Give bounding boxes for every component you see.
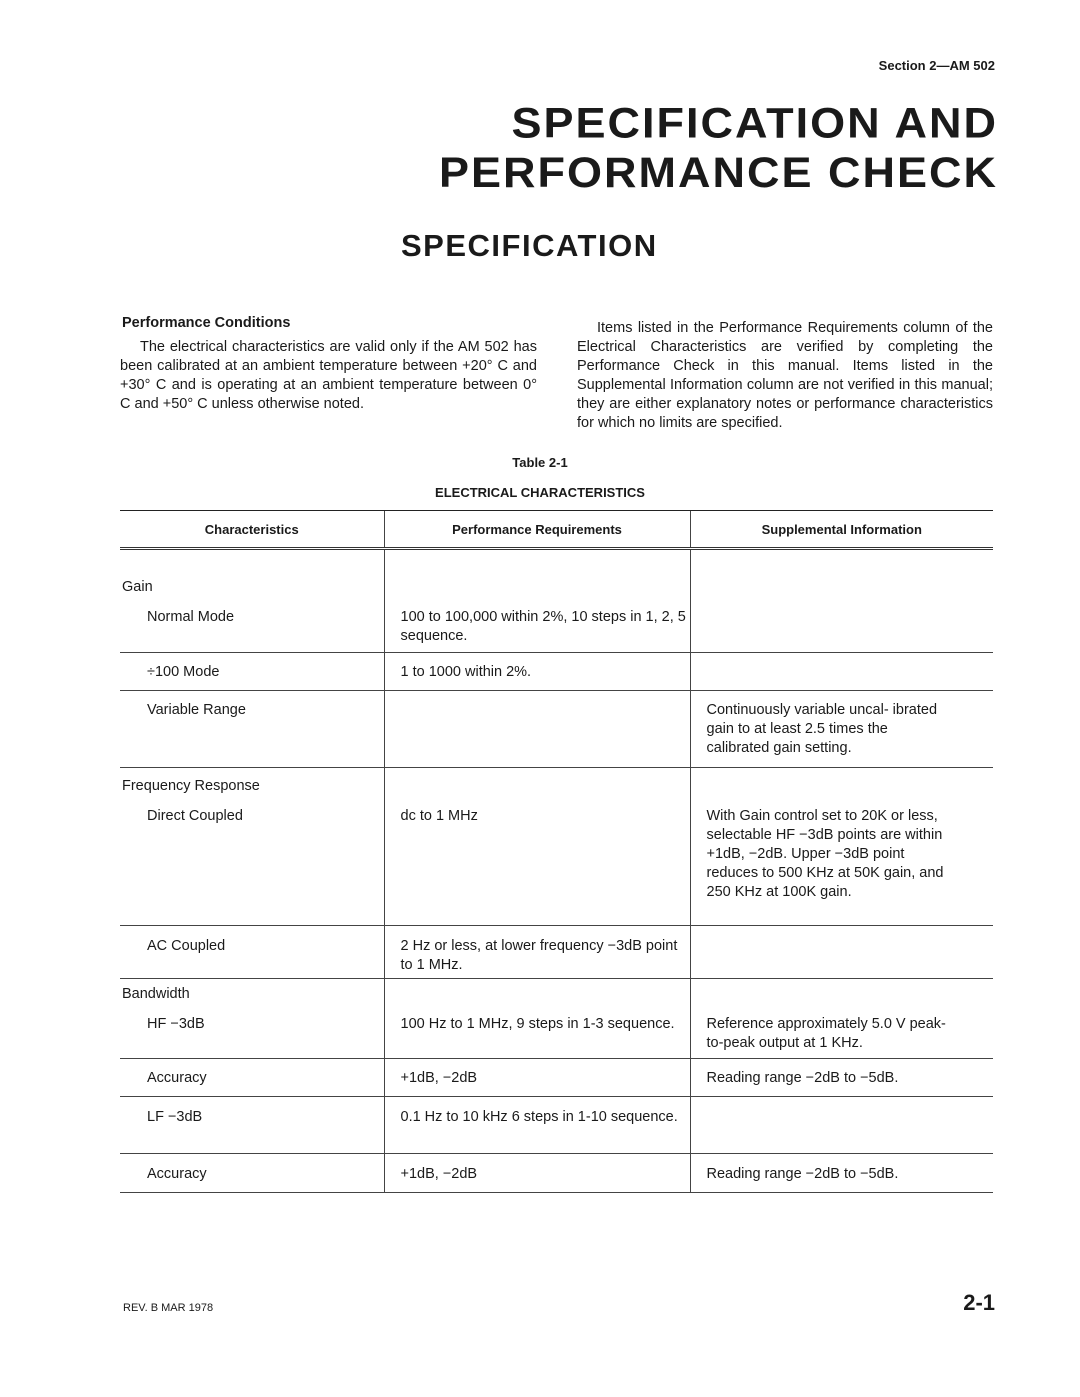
- characteristic-cell: [120, 653, 384, 691]
- table-row: [120, 549, 993, 653]
- title-line-2: PERFORMANCE CHECK: [438, 148, 998, 197]
- title-line-1: SPECIFICATION AND: [511, 98, 998, 148]
- performance-cell: 1 to 1000 within 2%.: [384, 653, 690, 691]
- characteristic-label: Variable Range: [147, 702, 246, 718]
- supplemental-cell: Reference approximately 5.0 V peak-to-peak output at 1 KHz.: [690, 979, 993, 1059]
- electrical-characteristics-table: [120, 510, 993, 1193]
- supplemental-cell: [690, 653, 993, 691]
- characteristic-cell: [120, 979, 384, 1059]
- characteristic-label: ÷100 Mode: [147, 664, 220, 680]
- characteristic-label: Accuracy: [147, 1070, 207, 1086]
- table-row: [120, 1154, 993, 1193]
- performance-cell: 100 Hz to 1 MHz, 9 steps in 1-3 sequence.: [384, 979, 690, 1059]
- group-label: Frequency Response: [122, 778, 260, 794]
- group-label: Gain: [122, 579, 153, 595]
- revision-label: REV. B MAR 1978: [123, 1302, 214, 1314]
- performance-cell: +1dB, −2dB: [384, 1154, 690, 1193]
- characteristic-label: AC Coupled: [147, 938, 226, 954]
- table-row: [120, 768, 993, 926]
- page-number: 2-1: [963, 1290, 995, 1315]
- table-row: [120, 691, 993, 768]
- table-row: [120, 1097, 993, 1154]
- table-number: Table 2-1: [512, 455, 568, 470]
- characteristic-label: HF −3dB: [147, 1016, 205, 1032]
- characteristic-label: Direct Coupled: [147, 808, 243, 824]
- performance-cell: +1dB, −2dB: [384, 1059, 690, 1097]
- supplemental-cell: [690, 926, 993, 979]
- performance-cell: 0.1 Hz to 10 kHz 6 steps in 1-10 sequence.: [384, 1097, 690, 1154]
- characteristic-label: Normal Mode: [147, 609, 235, 625]
- characteristic-label: LF −3dB: [147, 1109, 203, 1125]
- supplemental-cell: [690, 1097, 993, 1154]
- group-label: Bandwidth: [122, 986, 190, 1002]
- performance-cell: dc to 1 MHz: [384, 768, 690, 926]
- table-row: [120, 979, 993, 1059]
- section-label: Section 2—AM 502: [878, 58, 995, 73]
- characteristic-cell: [120, 549, 384, 653]
- page-title: [439, 99, 998, 198]
- performance-cell: [384, 691, 690, 768]
- characteristic-label: Accuracy: [147, 1166, 207, 1182]
- supplemental-cell: With Gain control set to 20K or less, selectable HF −3dB points are within +1dB, −2dB. Upper −3dB point reduces to 500 KHz at 50K gain, and 250 KHz at 100K gain.: [690, 768, 993, 926]
- supplemental-cell: Reading range −2dB to −5dB.: [690, 1059, 993, 1097]
- col-header: Performance Requirements: [384, 511, 690, 549]
- characteristic-cell: [120, 691, 384, 768]
- col-header: Characteristics: [120, 511, 384, 549]
- characteristic-cell: [120, 926, 384, 979]
- characteristic-cell: [120, 1097, 384, 1154]
- performance-cell: 2 Hz or less, at lower frequency −3dB point to 1 MHz.: [384, 926, 690, 979]
- table-row: [120, 653, 993, 691]
- supplemental-cell: Reading range −2dB to −5dB.: [690, 1154, 993, 1193]
- characteristic-cell: [120, 1154, 384, 1193]
- table-caption: ELECTRICAL CHARACTERISTICS: [435, 485, 645, 500]
- intro-left-paragraph: The electrical characteristics are valid only if the AM 502 has been calibrated at an ambient temperature between +20° C and +30° C and is operating at an ambient temperature between 0° C and +50° C unless otherwise noted.: [120, 339, 537, 412]
- supplemental-cell: Continuously variable uncal- ibrated gain to at least 2.5 times the calibrated gain setting.: [690, 691, 993, 768]
- performance-cell: 100 to 100,000 within 2%, 10 steps in 1, 2, 5 sequence.: [384, 549, 690, 653]
- characteristic-cell: [120, 768, 384, 926]
- table-row: [120, 1059, 993, 1097]
- characteristic-cell: [120, 1059, 384, 1097]
- subheading: Performance Conditions: [122, 315, 291, 331]
- table-row: [120, 926, 993, 979]
- col-header: Supplemental Information: [690, 511, 993, 549]
- section-heading: SPECIFICATION: [401, 228, 658, 263]
- supplemental-cell: [690, 549, 993, 653]
- intro-right-paragraph: Items listed in the Performance Requirements column of the Electrical Characteristics are verified by completing the Performance Check in this manual. Items listed in the Supplemental Information column are not verified in this manual; they are either explanatory notes or performance characteristics for which no limits are specified.: [577, 320, 993, 431]
